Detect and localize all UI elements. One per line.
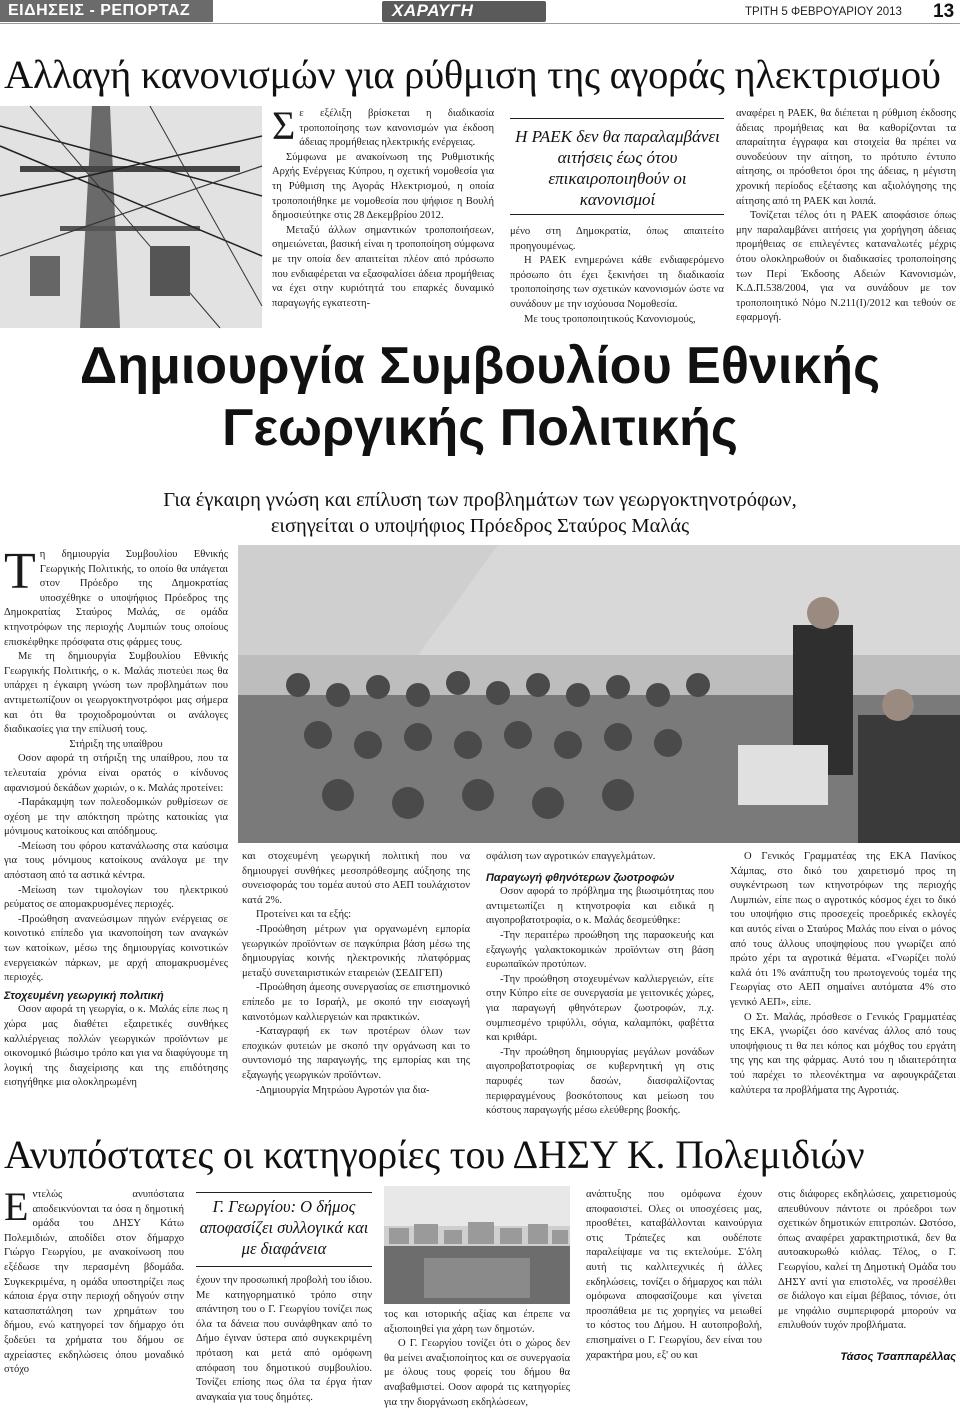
article1-col2-p2: Η ΡΑΕΚ ενημερώνει κάθε ενδιαφερόμενο πρόσωπο ότι έχει ξεκινήσει τη διαδικασία τροποποίησης των σχετικών κανονισμών ώστε να συνάδουν με την ισχύουσα Νομοθεσία. [510, 255, 724, 310]
article2-subheading-1: Στοχευμένη γεωργική πολιτική [4, 989, 164, 1002]
logo [382, 1, 546, 22]
section-label: ΕΙΔΗΣΕΙΣ - ΡΕΠΟΡΤΑΖ [8, 2, 191, 19]
article3-pullquote-rule-bottom [196, 1266, 372, 1267]
article2-col1-p6: -Μείωση του φόρου κατανάλωσης στα καύσιμα για τους μόνιμους κατοίκους ανάλογα με την απόσταση από τα αστικά κέντρα. [4, 840, 228, 882]
town-photo [384, 1186, 570, 1304]
article2-col1-p9: Οσον αφορά τη γεωργία, ο κ. Μαλάς είπε πως η χώρα μας διαθέτει εξαιρετικές συνθήκες καλλιέργειας πολλών γεωργικών προϊόντων με οικονομικό βιώσιμο τρόπο και για να διαφύγουμε τη λογική της διαχείρισης και της επιδότησης εισηγήθηκε μια ολοκληρωμένη [4, 1004, 228, 1089]
meeting-illustration [238, 545, 960, 843]
article1-col1-p3: Μεταξύ άλλων σημαντικών τροποποιήσεων, σημειώνεται, βασική είναι η τροποποίηση σύμφωνα με την οποία δεν απαιτείται πλέον από πρόσωπο που ενδιαφέρεται να εξασφαλίσει άδεια προμήθειας να έχει στην κυριότητά του επαρκές δυναμικό παραγωγής εγκατεστη- [272, 224, 494, 309]
article2-col2-p3: -Προώθηση μέτρων για οργανωμένη εμπορία γεωργικών προϊόντων σε παγκύπρια βάση μέσω της δημιουργίας κοινής ηλεκτρονικής πλατφόρμας μεταξύ συνεταιριστικών εταιρειών (ΣΕΔΙΓΕΠ) [242, 923, 470, 979]
article2-col4-p1: Ο Γενικός Γραμματέας της ΕΚΑ Πανίκος Χάμπας, στο δικό του χαιρετισμό προς τη συγκέντρωση των κτηνοτρόφων της περιοχής Λυμπιών, είπε πως ο αγροτικός κόσμος έχει το δικό του υποψήφιο στις προσεχείς προεδρικές εκλογές και αυτός είναι ο Σταύρος Μαλάς που είναι ο μόνος από τους άλλους υποψηφίους που γνωρίζει από πρώτο χέρι τα αγροτικά θέματα. «Γνωρίζει πολύ καλά ότι 1% ανάπτυξη του πρωτογενούς τομέα της Γεωργίας στο ΑΕΠ σημαίνει αυτόματα 4% στο γενικό ΑΕΠ», είπε. [730, 851, 956, 1008]
article2-col4 [730, 850, 956, 1098]
article2-headline-line1: Δημιουργία Συμβουλίου Εθνικής [79, 337, 881, 395]
article2-col4-p2: Ο Στ. Μαλάς, πρόσθεσε ο Γενικός Γραμματέας της ΕΚΑ, γνωρίζει όσο κανένας άλλος από τους υποψήφιους τι θα πει κόπος και μόχθος του εργάτη της γης και της φάρμας. Αυτό του η ιδιαιτερότητα τού παρέχει το πλεονέκτημα να αφουγκράζεται καλύτερα τα προβλήματα της Αγροτιάς. [730, 1011, 956, 1096]
article2-col1-p2: Με τη δημιουργία Συμβουλίου Εθνικής Γεωργικής Πολιτικής, ο κ. Μαλάς πιστεύει πως θα υπάρχει η έγκαιρη γνώση των προβλημάτων που αντιμετωπίζουν οι γεωργοκτηνοτρόφοι μας σήμερα και ότι θα τροχιοδρομούνται οι ανάλογες διαδικασίες για την επίλυσή τους. [4, 651, 228, 736]
article2-col1-p5: -Παράκαμψη των πολεοδομικών ρυθμίσεων σε σχέση με την απόκτηση πρώτης κατοικίας για μόνιμους κατοίκους και απόδημους. [4, 797, 228, 838]
article1-col3 [736, 107, 956, 326]
page-header [0, 0, 960, 24]
article2-subheadline-line1: Για έγκαιρη γνώση και επίλυση των προβλημάτων των γεωργοκτηνοτρόφων, [163, 489, 797, 511]
article2-col3-top: σφάλιση των αγροτικών επαγγελμάτων. [486, 851, 656, 862]
article1-pullquote: Η ΡΑΕΚ δεν θα παραλαμβάνει αιτήσεις έως ότου επικαιροποιηθούν οι κανονισμοί [515, 127, 720, 209]
article3-pullquote: Γ. Γεωργίου: Ο δήμος αποφασίζει συλλογικά και με διαφάνεια [199, 1197, 369, 1258]
article3-col2-p1: έχουν την προσωπική προβολή του ίδιου. Με κατηγορηματικό τρόπο στην απάντηση του ο Γ. Γεωργίου τονίζει πως όλα τα δάνεια που συνάφθηκαν από το Δήμο έγιναν ύστερα από συγκεκριμένη πρόταση και μετά από ομόφωνη απόφαση του δημοτικού συμβουλίου. Τονίζει επίσης πως όλα τα έργα ήταν αναγκαία για τους δημότες. [196, 1275, 372, 1403]
article2-col3-p4: -Την προώθηση δημιουργίας μεγάλων μονάδων αιγοπροβατοτροφίας σε κυβερνητική γη στις παρυφές των δασών, διασφαλίζοντας περιφραγμένους βοσκότοπους και μείωση του κόστους παραγωγής μέσω ελεύθερης βοσκής. [486, 1046, 714, 1117]
article3-col5 [778, 1188, 956, 1348]
article3-col3 [384, 1308, 570, 1408]
article1-pullquote-rule-top [510, 118, 724, 119]
article2-col1-p8: -Προώθηση ανανεώσιμων πηγών ενέργειας σε κοινοτικό επίπεδο για ικανοποίηση των αναγκών των κατοίκων, μέσω της δημιουργίας κοινοτικών ενεργειακών πάρκων, με αρχή απομακρυσμένες περιοχές. [4, 913, 228, 984]
article1-col2-p1: μένο στη Δημοκρατία, όπως απαιτείτο προηγουμένως. [510, 226, 724, 252]
article3-col4 [586, 1188, 762, 1368]
article3-col3-p2: Ο Γ. Γεωργίου τονίζει ότι ο χώρος δεν θα μείνει αναξιοποίητος και σε συνεργασία με όλους τους φορείς του δήμου θα αναβαθμιστεί. Οσον αφορά τις κατηγορίες για την διοργάνωση εκδηλώσεων, [384, 1338, 570, 1408]
article3-dropcap: Ε [4, 1184, 29, 1229]
power-lines-photo [0, 106, 262, 328]
article3-col2 [196, 1274, 372, 1403]
article2-col2-p1: και στοχευμένη γεωργική πολιτική που να δημιουργεί συνθήκες μεσοπρόθεσμης αύξησης της συνεισφοράς του τομέα αυτού στο ΑΕΠ τουλάχιστον κατά 2%. [242, 851, 470, 906]
article1-col3-p2: Τονίζεται τέλος ότι η ΡΑΕΚ αποφάσισε όπως μην παραλαμβάνει αιτήσεις για χορήγηση άδειας προμήθειας σε επιλεγέντες καταναλωτές μέχρις ότου ολοκληρωθούν οι διαδικασίες τροποποίησης των Περί Έκδοσης Αδειών Κανονισμών, Κ.Δ.Π.538/2004, για να συνάδουν με τον τροποποιητικό Νόμο Ν.211(Ι)/2012 και τεθούν σε εφαρμογή. [736, 210, 956, 324]
article3-author: Τάσος Τσαππαρέλλας [840, 1351, 956, 1363]
meeting-photo [238, 545, 960, 843]
article2-col1-p7: -Μείωση των τιμολογίων του ηλεκτρικού ρεύματος σε απομακρυσμένες περιοχές. [4, 884, 228, 911]
article2-subheadline-line2: εισηγείται ο υποψήφιος Πρόεδρος Σταύρος Μαλάς [270, 515, 690, 537]
town-illustration [384, 1186, 570, 1304]
article1-col3-p1: αναφέρει η ΡΑΕΚ, θα διέπεται η ρύθμιση έκδοσης άδειας προμήθειας και θα καθορίζονται τα απαραίτητα έγγραφα και στοιχεία θα πρέπει να συνοδεύουν την αίτηση, το πρότυπο έντυπο αίτησης, οι πρόσθετοι όροι της άδειας, η μέγιστη χρονική περίοδος εξέτασης και αξιολόγησης της αίτησης από τη ΡΑΕΚ και λοιπά. [736, 108, 956, 207]
article1-col2-p3: Με τους τροποποιητικούς Κανονισμούς, [524, 313, 696, 325]
article2-col3-p2: -Την περαιτέρω προώθηση της παρασκευής και εξαγωγής γαλακτοκομικών προϊόντων στη βάση ευρωπαϊκών προτύπων. [486, 929, 714, 971]
article3-pullquote-rule-top [196, 1192, 372, 1193]
article2-col2-p2: Προτείνει και τα εξής: [256, 909, 352, 921]
page-number: 13 [933, 1, 955, 22]
article1-col1 [272, 103, 494, 311]
article3-col4-p1: ανάπτυξης που ομόφωνα έχουν αποφασιστεί. Ολες οι υποσχέσεις μας, προσθέτει, καταβάλλονται καινούργια στις Τράπεζες και ουδέποτε παραλείψαμε να τις εκτελούμε. Σ'όλη αυτή τις καλλιτεχνικές ή άλλες εκδηλώσεις, τονίζει ο δήμαρχος και πάλι ομόφωνα αποφασίζουμε και γίνεται προσπάθεια με τις χορηγίες να μειωθεί το κόστος του Δήμου. Η αυτοπροβολή, επισημαίνει ο Γ. Γεωργίου, δεν είναι του χαρακτήρα μου, εξ' ου και [586, 1189, 762, 1361]
logo-text: ΧΑΡΑΥΓΗ [392, 1, 474, 20]
article1-col1-p2: Σύμφωνα με ανακοίνωση της Ρυθμιστικής Αρχής Ενέργειας Κύπρου, η σχετική νομοθεσία για τη Ρύθμιση της Αγοράς Ηλεκτρισμού, η οποία τροποποιήθηκε με νομοθεσία που ψήφισε η Βουλή δημοσιεύτηκε στις 28 Δεκεμβρίου 2012. [272, 151, 494, 222]
article2-dropcap: Τ [4, 543, 36, 600]
article3-headline: Ανυπόστατες οι κατηγορίες του ΔΗΣΥ Κ. Πολεμιδιών [4, 1132, 865, 1177]
article1-dropcap: Σ [272, 103, 296, 148]
article2-col1-p4: Οσον αφορά τη στήριξη της υπαίθρου, που τα τελευταία χρόνια είναι ορατός ο κίνδυνος αφανισμού δεκάδων χωριών, ο κ. Μαλάς προτείνει: [4, 753, 228, 794]
power-pole-illustration [0, 106, 262, 328]
article2-col3-p1: Οσον αφορά το πρόβλημα της βιωσιμότητας που αντιμετωπίζει η κτηνοτροφία και ειδικά η αιγοπροβατοτροφία, ο κ. Μαλάς δεσμεύθηκε: [486, 886, 714, 927]
article3-col3-p1: τος και ιστορικής αξίας και έπρεπε να αξιοποιηθεί για χάρη των δημοτών. [384, 1309, 570, 1335]
article2-col1 [4, 543, 228, 1091]
article2-col2-p5: -Καταγραφή εκ των προτέρων όλων των εποχικών φυτειών με σκοπό την οργάνωση και το συντονισμό της παραγωγής, της εμπορίας και της εξαγωγής γεωργικών προϊόντων. [242, 1026, 470, 1081]
article1-col1-p1: ε εξέλιξη βρίσκεται η διαδικασία τροποποίησης των κανονισμών για έκδοση άδειας προμήθειας ηλεκτρικής ενέργειας. [299, 108, 494, 149]
article2-col1-p3: Στήριξη της υπαίθρου [69, 738, 163, 750]
article1-headline: Αλλαγή κανονισμών για ρύθμιση της αγοράς ηλεκτρισμού [4, 52, 941, 97]
article2-col2-p6: -Δημιουργία Μητρώου Αγροτών για δια- [256, 1084, 430, 1096]
article2-headline-line2: Γεωργικής Πολιτικής [222, 399, 738, 457]
article2-col1-p1: η δημιουργία Συμβουλίου Εθνικής Γεωργικής Πολιτικής, το οποίο θα υπάγεται στον Πρόεδρο της Δημοκρατίας υποσχέθηκε ο υποψήφιος Πρόεδρος της Δημοκρατίας Σταύρος Μαλάς, σε ομάδα κτηνοτρόφων της περιοχής Λυμπιών τους οποίους επισκέφθηκε πρόσφατα στις φάρμες τους. [4, 549, 228, 648]
header-date: ΤΡΙΤΗ 5 ΦΕΒΡΟΥΑΡΙΟΥ 2013 [745, 6, 902, 18]
article2-subheading-2: Παραγωγή φθηνότερων ζωοτροφών [486, 871, 675, 884]
header-rule [0, 23, 960, 24]
article2-col3 [486, 850, 714, 1119]
article2-col2-p4: -Προώθηση άμεσης συνεργασίας σε επιστημονικό επίπεδο με το Ισραήλ, με σκοπό την εισαγωγή καινοτόμων καλλιεργειών και πρακτικών. [242, 982, 470, 1023]
article1-col2 [510, 225, 724, 327]
article2-col2 [242, 850, 470, 1098]
article1-pullquote-rule-bottom [510, 214, 724, 215]
article3-col5-p1: στις διάφορες εκδηλώσεις, χαιρετισμούς απευθύνουν πάντοτε οι πρόεδροι των σχετικών δημοτικών επιτροπών. Ωστόσο, όπως αναφέρει χαρακτηριστικά, δεν θα αυτοακυρωθώ κιόλας. Τέλος, ο Γ. Γεωργίου, καλεί τη Δημοτική Ομάδα του ΔΗΣΥ αντί για επιστολές, να προσέλθει σε διάλογο και είμαι βέβαιος, τόνισε, ότι με νηφάλιο συμπεριφορά μπορούν να επιλυθούν τυχόν προβλήματα. [778, 1189, 956, 1332]
article3-col1 [4, 1184, 184, 1376]
article3-col1-p1: ντελώς ανυπόστατα αποδεικνύονται τα όσα η δημοτική ομάδα του ΔΗΣΥ Κάτω Πολεμιδιών, αποδίδει στον δήμαρχο Γιώργο Γεωργίου, με ανακοίνωση που εξέδωσε την περασμένη βδομάδα. Συγκεκριμένα, η ομάδα υποστηρίζει πως κάποια έργα στην περιοχή οδηγούν στην κατασπατάληση των χρημάτων του δήμου, ενώ κατηγορεί τον δήμαρχο ότι ξοδεύει τα χρήματα του δήμου σε αχρείαστες εκδηλώσεις όπου μοναδικό στόχο [4, 1189, 184, 1376]
article2-col3-p3: -Την προώθηση στοχευμένων καλλιεργειών, είτε στην Κύπρο είτε σε συνεργασία με γειτονικές χώρες, για παραγωγή φθηνότερων ζωοτροφών, π.χ. συμπιεσμένο τριφύλλι, σόγια, καλαμπόκι, φαβέττα και κριθάρι. [486, 973, 714, 1044]
